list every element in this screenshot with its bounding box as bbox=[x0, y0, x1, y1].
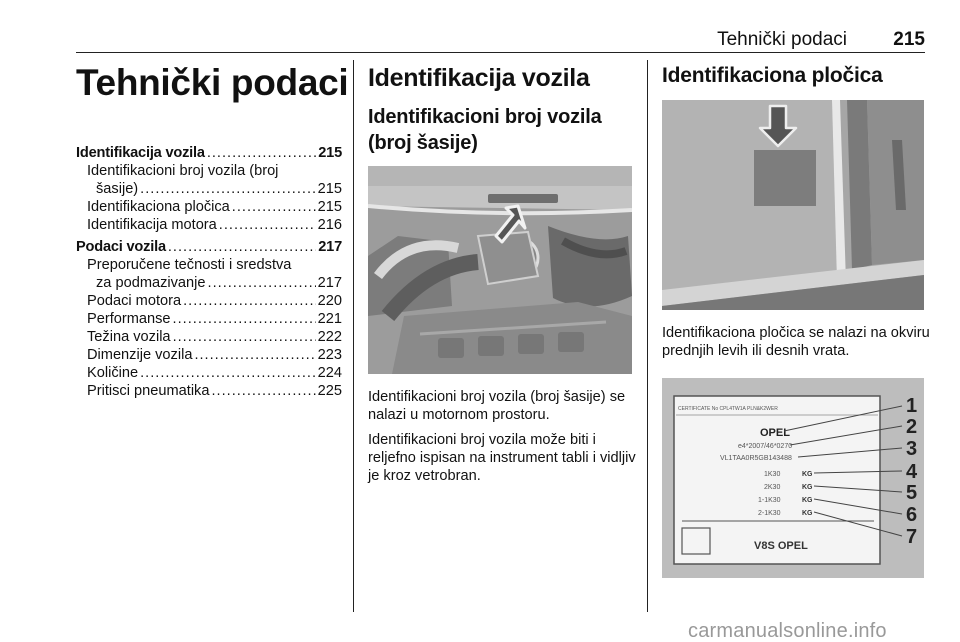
watermark: carmanualsonline.info bbox=[688, 620, 887, 642]
plate-weight-value: 1K30 bbox=[764, 471, 781, 478]
plate-weight-value: 1-1K30 bbox=[758, 497, 781, 504]
callout-number: 1 bbox=[906, 395, 918, 417]
svg-text:VL1TAA0R5GB143488: VL1TAA0R5GB143488 bbox=[720, 455, 792, 462]
vin-location-paragraph: Identifikacioni broj vozila (broj šasije) se nalazi u motornom prostoru. bbox=[368, 389, 626, 423]
identification-plate-location bbox=[754, 150, 816, 206]
identification-plate-diagram bbox=[662, 378, 924, 578]
toc-entry[interactable]: Preporučene tečnosti i sredstva bbox=[87, 257, 292, 273]
table-of-contents bbox=[76, 144, 342, 400]
callout-number: 5 bbox=[906, 482, 918, 504]
toc-entry[interactable]: Pritisci pneumatika ..... 225 bbox=[76, 382, 342, 400]
toc-entry[interactable]: Performanse ..... 221 bbox=[76, 310, 342, 328]
subsection-title-vin: Identifikacioni broj vozila (broj šasije) bbox=[368, 106, 602, 154]
column-divider bbox=[647, 60, 648, 612]
running-header bbox=[76, 29, 925, 53]
plate-weight-unit: KG bbox=[802, 510, 813, 517]
plate-weight-unit: KG bbox=[802, 497, 813, 504]
callout-number: 6 bbox=[906, 504, 918, 526]
page-number: 215 bbox=[893, 29, 925, 50]
toc-entry[interactable]: Identifikacija motora ..... 216 bbox=[76, 216, 342, 234]
section-title: Identifikacija vozila bbox=[368, 64, 590, 92]
running-header-title: Tehnički podaci bbox=[717, 29, 847, 50]
door-frame-illustration bbox=[662, 100, 924, 310]
door-frame-figure bbox=[662, 100, 924, 310]
toc-entry[interactable]: Podaci vozila ..... 217 bbox=[76, 238, 342, 256]
toc-entry[interactable]: Težina vozila ..... 222 bbox=[76, 328, 342, 346]
toc-entry[interactable]: Identifikaciona pločica ..... 215 bbox=[76, 198, 342, 216]
callout-number: 2 bbox=[906, 416, 918, 438]
toc-entry[interactable]: Količine ..... 224 bbox=[76, 364, 342, 382]
plate-footer-text: V8S OPEL bbox=[754, 540, 808, 552]
toc-entry[interactable]: Dimenzije vozila ..... 223 bbox=[76, 346, 342, 364]
toc-entry-continuation[interactable]: šasije) ..... 215 bbox=[76, 180, 342, 198]
plate-weight-value: 2K30 bbox=[764, 484, 781, 491]
toc-entry[interactable]: Podaci motora ..... 220 bbox=[76, 292, 342, 310]
plate-section-title: Identifikaciona pločica bbox=[662, 64, 883, 87]
engine-bay-illustration bbox=[368, 166, 632, 374]
column-divider bbox=[353, 60, 354, 612]
plate-location-paragraph: Identifikaciona pločica se nalazi na okviru prednjih levih ili desnih vrata. bbox=[662, 325, 930, 359]
plate-weight-unit: KG bbox=[802, 484, 813, 491]
toc-entry[interactable]: Identifikacioni broj vozila (broj bbox=[87, 163, 279, 179]
plate-weight-value: 2-1K30 bbox=[758, 510, 781, 517]
engine-bay-figure bbox=[368, 166, 632, 374]
svg-text:e4*2007/46*0270: e4*2007/46*0270 bbox=[738, 443, 793, 450]
callout-number: 7 bbox=[906, 526, 918, 548]
vin-windscreen-paragraph: Identifikacioni broj vozila može biti i reljefno ispisan na instrument tabli i vidljiv je kroz vetrobran. bbox=[368, 432, 636, 484]
callout-number: 3 bbox=[906, 438, 918, 460]
identification-plate-figure bbox=[662, 378, 924, 578]
chapter-title: Tehnički podaci bbox=[76, 62, 349, 103]
plate-brand: OPEL bbox=[760, 427, 790, 439]
plate-weight-unit: KG bbox=[802, 471, 813, 478]
toc-entry-continuation[interactable]: za podmazivanje ..... 217 bbox=[76, 274, 342, 292]
callout-number: 4 bbox=[906, 461, 918, 483]
svg-text:CERTIFICATE No CPL4TW1A P: CERTIFICATE No CPL4TW1A PLN&K2WER bbox=[678, 406, 778, 412]
toc-entry[interactable]: Identifikacija vozila ..... 215 bbox=[76, 144, 342, 162]
